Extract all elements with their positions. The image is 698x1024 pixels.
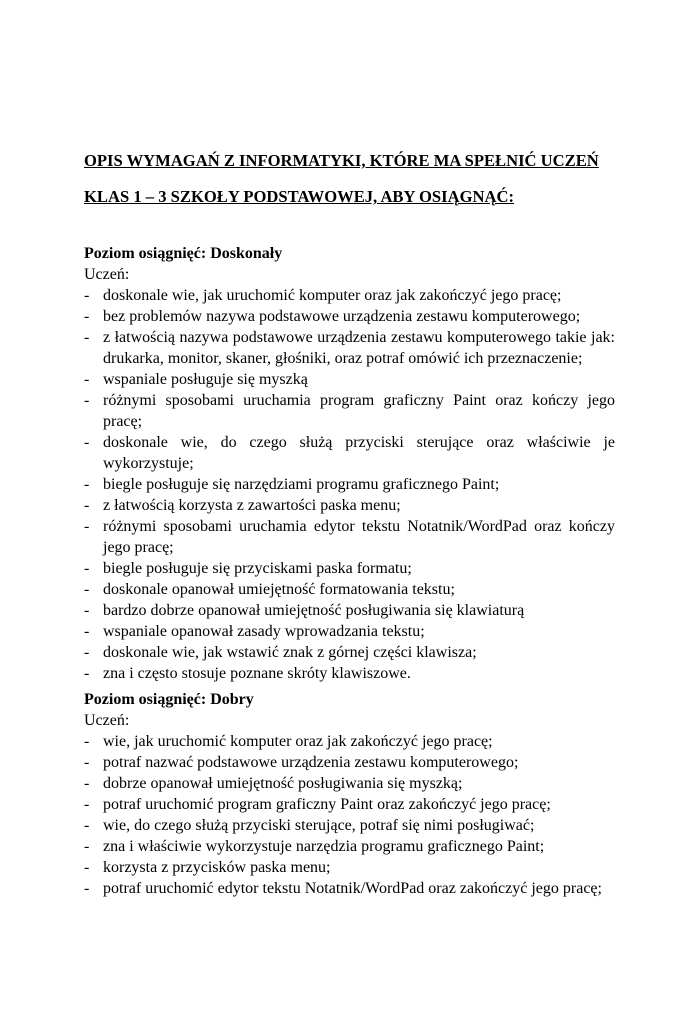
requirements-list (84, 731, 615, 899)
list-item: - korzysta z przycisków paska menu; (84, 857, 615, 878)
section-doskonaly (84, 243, 615, 684)
list-item: - wspaniale opanował zasady wprowadzania tekstu; (84, 621, 615, 642)
section-heading: Poziom osiągnięć: Doskonały (84, 245, 283, 262)
document-title-line-2: KLAS 1 – 3 SZKOŁY PODSTAWOWEJ, ABY OSIĄGNĄĆ: (84, 187, 514, 206)
list-item: - wie, jak uruchomić komputer oraz jak zakończyć jego pracę; (84, 731, 615, 752)
list-item: - wie, do czego służą przyciski sterujące, potraf się nimi posługiwać; (84, 815, 615, 836)
list-item: - doskonale wie, jak uruchomić komputer oraz jak zakończyć jego pracę; (84, 285, 615, 306)
section-intro: Uczeń: (84, 712, 130, 729)
section-dobry (84, 689, 615, 899)
requirements-list (84, 285, 615, 684)
list-item: - z łatwością nazywa podstawowe urządzenia zestawu komputerowego takie jak: drukarka, monitor, skaner, głośniki, oraz potraf omówić ich przeznaczenie; (84, 327, 615, 369)
list-item: - potraf uruchomić program graficzny Paint oraz zakończyć jego pracę; (84, 794, 615, 815)
list-item: - dobrze opanował umiejętność posługiwania się myszką; (84, 773, 615, 794)
list-item: - zna i często stosuje poznane skróty klawiszowe. (84, 663, 615, 684)
list-item: - z łatwością korzysta z zawartości paska menu; (84, 495, 615, 516)
list-item: - różnymi sposobami uruchamia program graficzny Paint oraz kończy jego pracę; (84, 390, 615, 432)
list-item: - doskonale wie, do czego służą przyciski sterujące oraz właściwie je wykorzystuje; (84, 432, 615, 474)
list-item: - zna i właściwie wykorzystuje narzędzia programu graficznego Paint; (84, 836, 615, 857)
list-item: - doskonale opanował umiejętność formatowania tekstu; (84, 579, 615, 600)
list-item: - bardzo dobrze opanował umiejętność posługiwania się klawiaturą (84, 600, 615, 621)
list-item: - różnymi sposobami uruchamia edytor tekstu Notatnik/WordPad oraz kończy jego pracę; (84, 516, 615, 558)
document-title-line-1: OPIS WYMAGAŃ Z INFORMATYKI, KTÓRE MA SPEŁNIĆ UCZEŃ (84, 151, 599, 170)
list-item: - potraf nazwać podstawowe urządzenia zestawu komputerowego; (84, 752, 615, 773)
list-item: - bez problemów nazywa podstawowe urządzenia zestawu komputerowego; (84, 306, 615, 327)
list-item: - doskonale wie, jak wstawić znak z górnej części klawisza; (84, 642, 615, 663)
section-heading: Poziom osiągnięć: Dobry (84, 691, 254, 708)
list-item: - biegle posługuje się narzędziami programu graficznego Paint; (84, 474, 615, 495)
list-item: - potraf uruchomić edytor tekstu Notatnik/WordPad oraz zakończyć jego pracę; (84, 878, 615, 899)
list-item: - biegle posługuje się przyciskami paska formatu; (84, 558, 615, 579)
section-intro: Uczeń: (84, 266, 130, 283)
list-item: - wspaniale posługuje się myszką (84, 369, 615, 390)
